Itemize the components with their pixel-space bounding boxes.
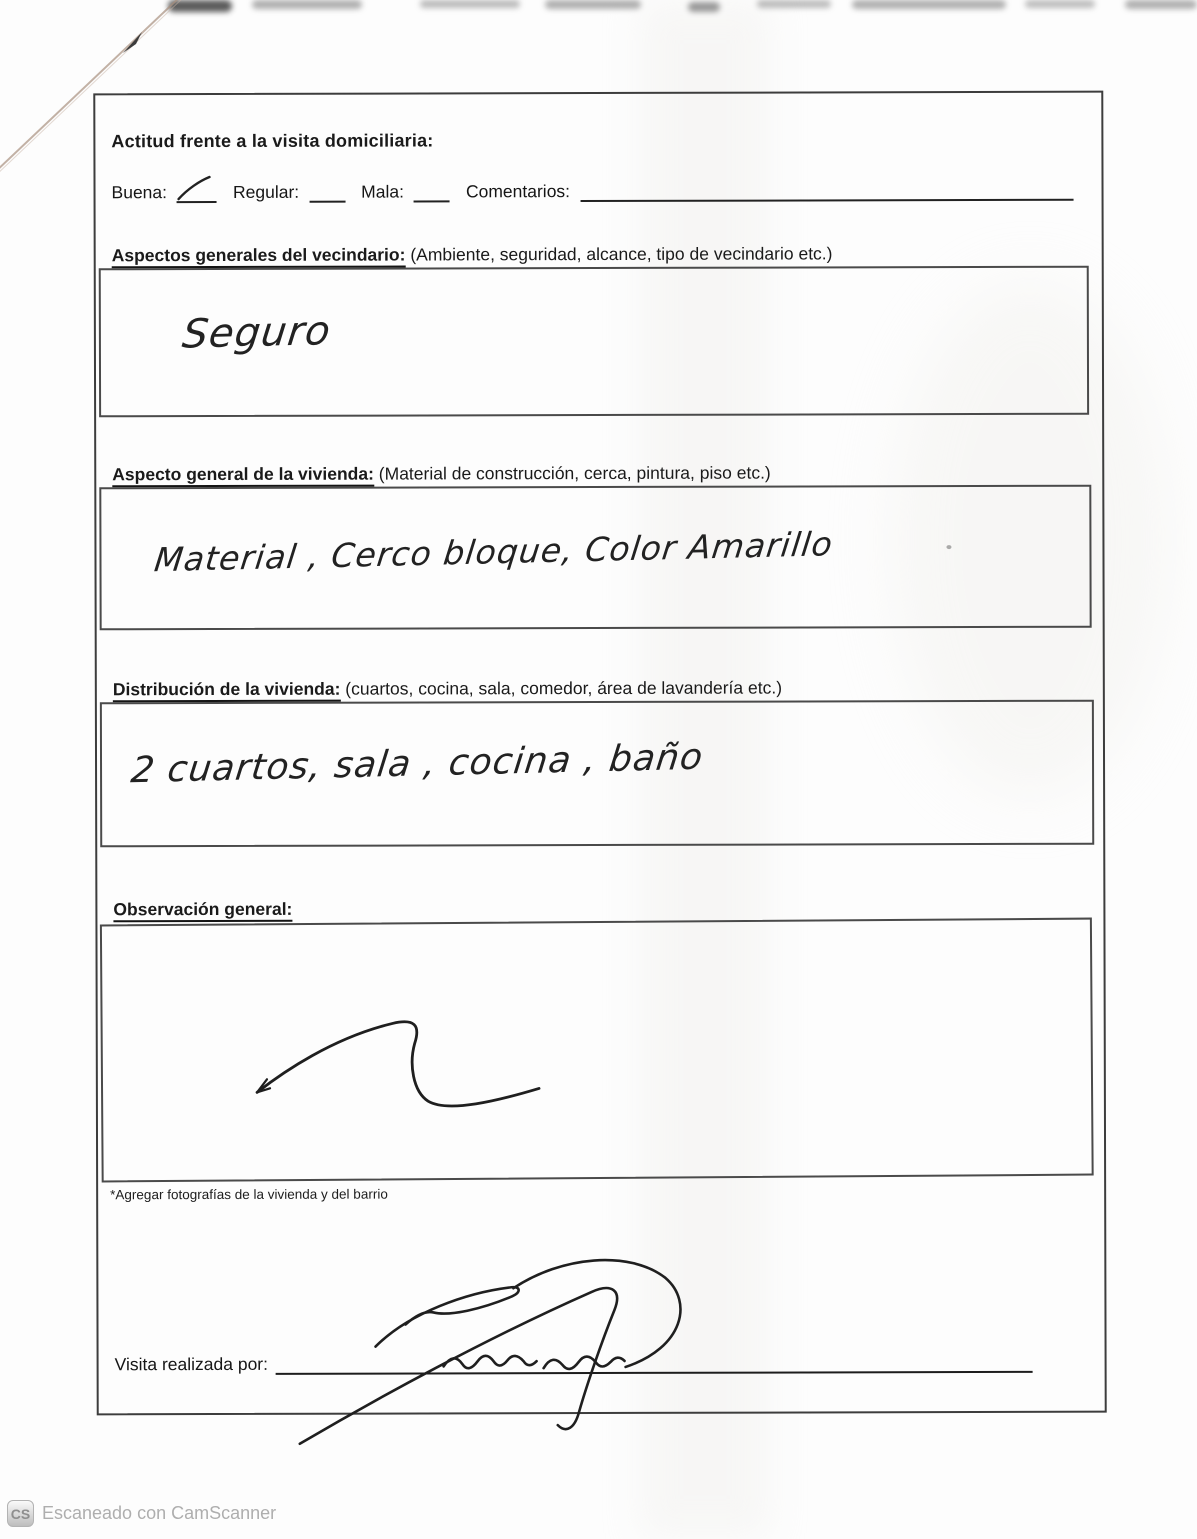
scan-smudge [1025,0,1095,8]
option-buena-label: Buena: [111,182,168,203]
comments-blank [580,177,1074,202]
buena-checkmark-icon [175,173,215,203]
section-vivienda-hint: (Material de construcción, cerca, pintura, piso etc.) [378,462,771,484]
scan-smudge [1125,0,1197,9]
section-vivienda-box [99,485,1091,631]
visited-by-label: Visita realizada por: [114,1353,268,1375]
scan-smudge [852,0,1006,9]
section-distribucion-hint: (cuartos, cocina, sala, comedor, área de lavandería etc.) [345,677,783,699]
section-observacion-heading [113,899,292,920]
handwritten-vecindario-value: Seguro [180,308,334,358]
ink-speck [946,545,951,549]
option-mala-label: Mala: [361,181,404,202]
section-vivienda-heading [112,463,771,486]
camscanner-footer-text: Escaneado con CamScanner [42,1503,277,1523]
attitude-title: Actitud frente a la visita domiciliaria: [111,130,434,152]
scan-smudge [545,0,641,9]
form-outer-border [93,91,1106,1416]
section-vecindario-title: Aspectos generales del vecindario: [112,245,406,269]
handwritten-distribucion-value: 2 cuartos, sala , cocina , baño [128,736,706,792]
section-distribucion-box [100,700,1094,848]
section-distribucion-title: Distribución de la vivienda: [113,679,341,703]
option-regular-label: Regular: [232,181,300,202]
handwritten-scribble [242,1008,573,1130]
section-distribucion-heading [113,678,782,701]
scan-smudge [420,0,520,8]
comments-label: Comentarios: [465,181,571,202]
section-observacion-title: Observación general: [113,899,292,922]
handwritten-signature [281,1250,702,1461]
section-vecindario-hint: (Ambiente, seguridad, alcance, tipo de vecindario etc.) [410,243,833,265]
scan-smudge [252,0,362,9]
section-vecindario-box [99,266,1089,418]
attitude-options-row [111,177,1073,204]
section-observacion-box [100,918,1094,1183]
scan-smudge [688,2,720,12]
option-regular-blank [309,179,345,203]
scan-smudge [757,0,831,8]
option-mala-blank [414,178,450,202]
section-vivienda-title: Aspecto general de la vivienda: [112,464,374,488]
section-vecindario-heading [112,243,833,266]
option-buena-blank [177,179,217,203]
camscanner-logo-icon: CS [7,1500,34,1527]
handwritten-vivienda-value: Material , Cerco bloque, Color Amarillo [152,524,836,580]
photos-footnote: *Agregar fotografías de la vivienda y del barrio [110,1186,388,1203]
